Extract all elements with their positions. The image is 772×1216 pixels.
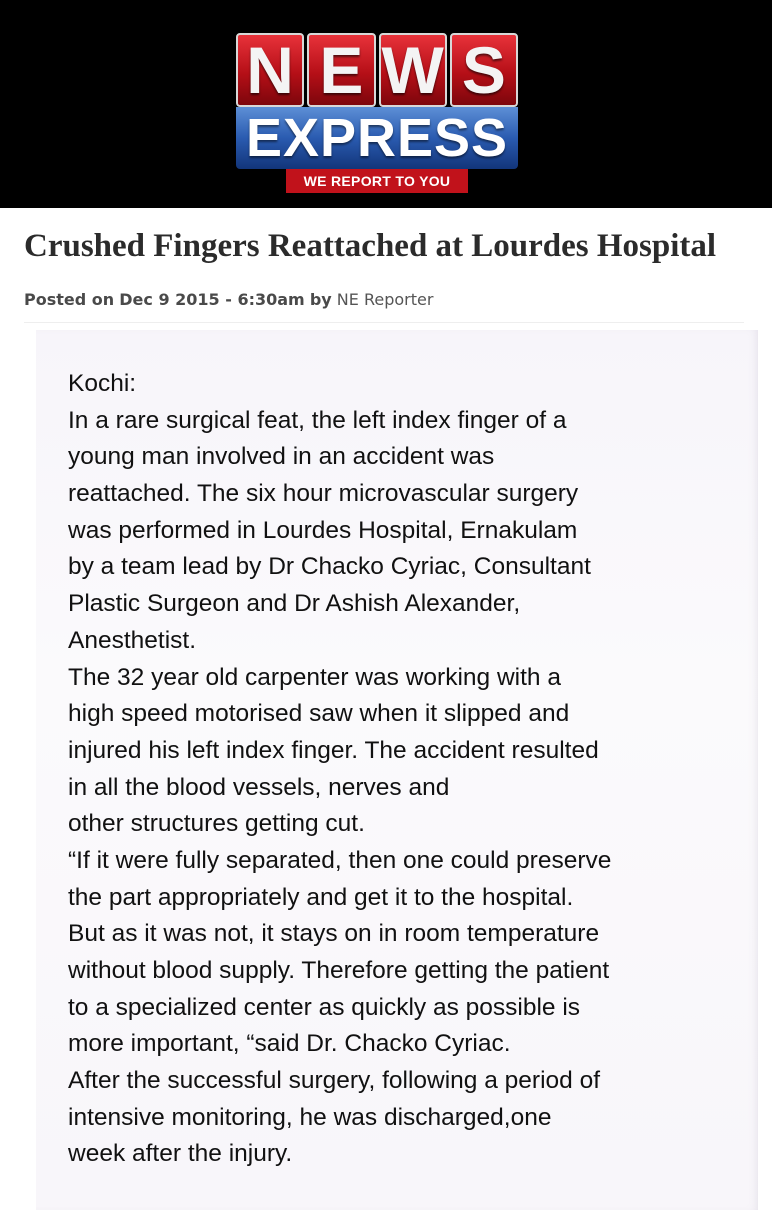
byline-date: Dec 9 2015 - 6:30am xyxy=(119,290,305,309)
logo-express-word: EXPRESS xyxy=(236,107,518,169)
logo-tagline: WE REPORT TO YOU xyxy=(286,169,468,193)
body-line: “If it were fully separated, then one could preserve xyxy=(68,846,612,874)
body-line: young man involved in an accident was xyxy=(68,443,495,471)
logo-letter-s: S xyxy=(450,33,518,107)
body-line: the part appropriately and get it to the hospital. xyxy=(68,883,574,911)
byline-posted-label: Posted on xyxy=(24,290,115,309)
news-express-logo[interactable] xyxy=(236,33,518,193)
byline-by-label: by xyxy=(309,290,332,309)
header-divider xyxy=(24,322,744,323)
body-line: to a specialized center as quickly as possible is xyxy=(68,993,581,1021)
body-line: In a rare surgical feat, the left index finger of a xyxy=(68,406,567,434)
body-line: was performed in Lourdes Hospital, Ernakulam xyxy=(68,516,578,544)
body-line: Kochi: xyxy=(68,370,137,397)
body-line: reattached. The six hour microvascular surgery xyxy=(68,480,579,508)
body-line: But as it was not, it stays on in room temperature xyxy=(68,920,600,948)
body-line: intensive monitoring, he was discharged,one xyxy=(68,1103,552,1131)
logo-letter-w: W xyxy=(379,33,447,107)
masthead xyxy=(0,0,772,208)
body-line: The 32 year old carpenter was working with a xyxy=(68,663,561,691)
body-line: without blood supply. Therefore getting the patient xyxy=(68,957,610,984)
body-line: other structures getting cut. xyxy=(68,810,365,838)
body-line: injured his left index finger. The accident resulted xyxy=(68,736,599,764)
body-line: Anesthetist. xyxy=(68,626,197,654)
body-line: high speed motorised saw when it slipped and xyxy=(68,700,570,728)
body-line: week after the injury. xyxy=(68,1140,293,1168)
body-line: After the successful surgery, following a period of xyxy=(68,1067,601,1095)
byline-author[interactable]: NE Reporter xyxy=(336,290,434,309)
article-byline xyxy=(24,289,744,311)
logo-news-word xyxy=(236,33,518,107)
body-line: in all the blood vessels, nerves and xyxy=(68,773,450,801)
body-line: Plastic Surgeon and Dr Ashish Alexander, xyxy=(68,590,521,618)
body-line: by a team lead by Dr Chacko Cyriac, Consultant xyxy=(68,553,591,581)
article-headline: Crushed Fingers Reattached at Lourdes Hospital xyxy=(24,228,717,264)
logo-letter-e: E xyxy=(307,33,375,107)
logo-letter-n: N xyxy=(236,33,304,107)
body-line: more important, “said Dr. Chacko Cyriac. xyxy=(68,1030,511,1058)
article-body xyxy=(68,366,748,1173)
